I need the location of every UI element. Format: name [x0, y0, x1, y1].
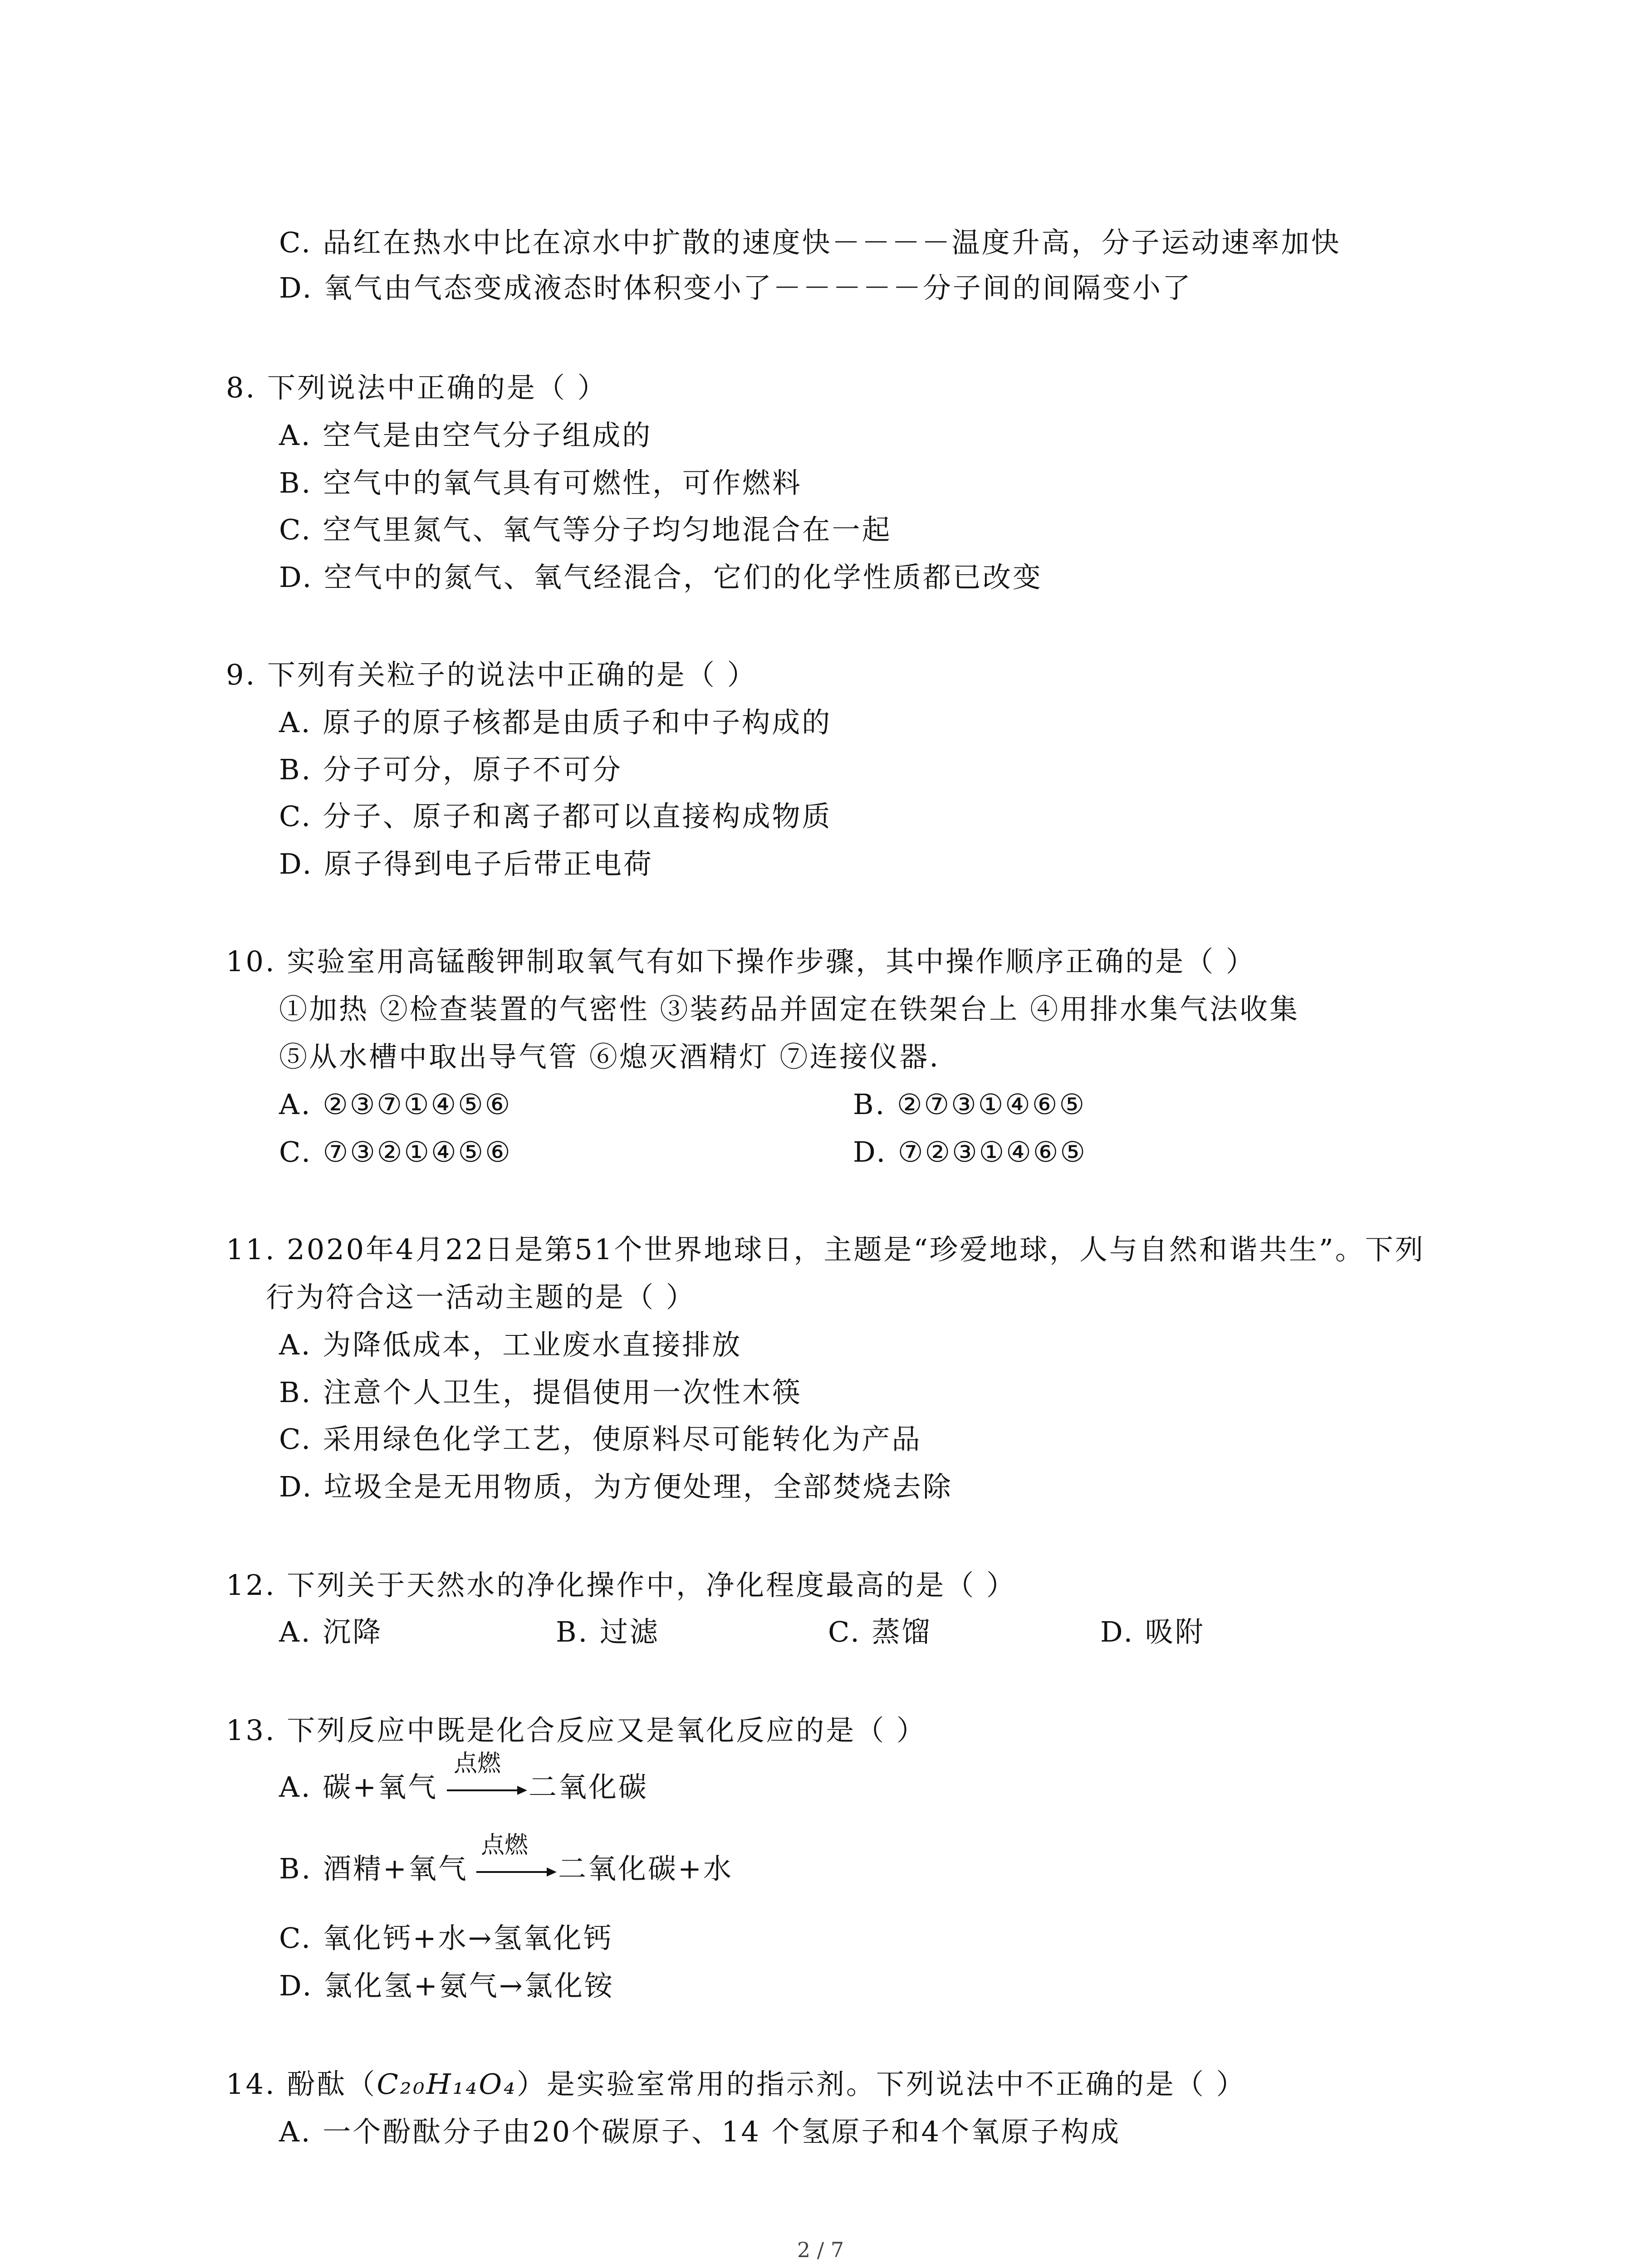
q14-formula: C₂₀H₁₄O₄	[377, 2068, 517, 2101]
page-number: 2 / 7	[797, 2238, 844, 2262]
q14-stem-prefix: 14. 酚酞（	[226, 2068, 377, 2101]
q9-option-a: A. 原子的原子核都是由质子和中子构成的	[279, 706, 832, 739]
q9-option-d: D. 原子得到电子后带正电荷	[279, 847, 653, 880]
q7-option-d: D. 氧气由气态变成液态时体积变小了－－－－－分子间的间隔变小了	[279, 271, 1192, 304]
q13-option-b-arrow-line	[476, 1871, 548, 1873]
q10-option-d: D. ⑦②③①④⑥⑤	[853, 1135, 1087, 1168]
q9-option-b: B. 分子可分，原子不可分	[279, 753, 622, 786]
q12-stem: 12. 下列关于天然水的净化操作中，净化程度最高的是（ ）	[226, 1569, 1017, 1602]
q13-option-b-arrow-head	[547, 1867, 557, 1877]
q13-option-a-arrow-line	[447, 1789, 519, 1791]
q10-stem: 10. 实验室用高锰酸钾制取氧气有如下操作步骤，其中操作顺序正确的是（ ）	[226, 945, 1256, 978]
q13-stem: 13. 下列反应中既是化合反应又是氧化反应的是（ ）	[226, 1714, 927, 1747]
q8-option-a: A. 空气是由空气分子组成的	[279, 419, 652, 452]
q14-stem	[226, 2066, 1246, 2102]
q12-option-a: A. 沉降	[279, 1615, 383, 1648]
q10-steps-line1: ①加热 ②检查装置的气密性 ③装药品并固定在铁架台上 ④用排水集气法收集	[279, 992, 1300, 1026]
q8-option-d: D. 空气中的氮气、氧气经混合，它们的化学性质都已改变	[279, 561, 1043, 594]
q10-option-a: A. ②③⑦①④⑤⑥	[279, 1088, 512, 1121]
q10-option-b: B. ②⑦③①④⑥⑤	[853, 1088, 1087, 1121]
q11-option-b: B. 注意个人卫生，提倡使用一次性木筷	[279, 1376, 802, 1409]
q13-option-c: C. 氧化钙+水→氢氧化钙	[279, 1921, 613, 1955]
q11-stem-line2: 行为符合这一活动主题的是（ ）	[266, 1281, 696, 1314]
q13-option-b-products: 二氧化碳+水	[558, 1852, 733, 1885]
q13-option-d: D. 氯化氢+氨气→氯化铵	[279, 1969, 614, 2002]
q11-stem-line1: 11. 2020年4月22日是第51个世界地球日，主题是“珍爱地球，人与自然和谐共生”。下列	[226, 1233, 1425, 1266]
q7-option-c: C. 品红在热水中比在凉水中扩散的速度快－－－－温度升高，分子运动速率加快	[279, 226, 1341, 259]
q13-option-a-condition: 点燃	[454, 1750, 501, 1777]
q11-option-d: D. 垃圾全是无用物质，为方便处理，全部焚烧去除	[279, 1470, 953, 1503]
q10-option-c: C. ⑦③②①④⑤⑥	[279, 1135, 512, 1168]
q14-option-a: A. 一个酚酞分子由20个碳原子、14 个氢原子和4个氧原子构成	[279, 2115, 1121, 2148]
q8-option-c: C. 空气里氮气、氧气等分子均匀地混合在一起	[279, 513, 892, 546]
q13-option-a-arrow-head	[517, 1786, 527, 1795]
q11-option-c: C. 采用绿色化学工艺，使原料尽可能转化为产品	[279, 1422, 922, 1456]
q8-stem: 8. 下列说法中正确的是（ ）	[226, 371, 607, 404]
q13-option-b-condition: 点燃	[481, 1832, 529, 1859]
q12-option-d: D. 吸附	[1100, 1615, 1205, 1648]
q9-option-c: C. 分子、原子和离子都可以直接构成物质	[279, 800, 832, 833]
q13-option-a-reactants: A. 碳+氧气	[279, 1770, 438, 1804]
q14-stem-suffix: ）是实验室常用的指示剂。下列说法中不正确的是（ ）	[516, 2068, 1246, 2101]
q8-option-b: B. 空气中的氧气具有可燃性，可作燃料	[279, 466, 802, 499]
q10-steps-line2: ⑤从水槽中取出导气管 ⑥熄灭酒精灯 ⑦连接仪器.	[279, 1040, 941, 1073]
q13-option-a-products: 二氧化碳	[529, 1770, 649, 1804]
q11-option-a: A. 为降低成本，工业废水直接排放	[279, 1328, 742, 1361]
q12-option-c: C. 蒸馏	[828, 1615, 932, 1648]
q13-option-b-reactants: B. 酒精+氧气	[279, 1852, 468, 1885]
q12-option-b: B. 过滤	[556, 1615, 660, 1648]
q9-stem: 9. 下列有关粒子的说法中正确的是（ ）	[226, 658, 757, 691]
